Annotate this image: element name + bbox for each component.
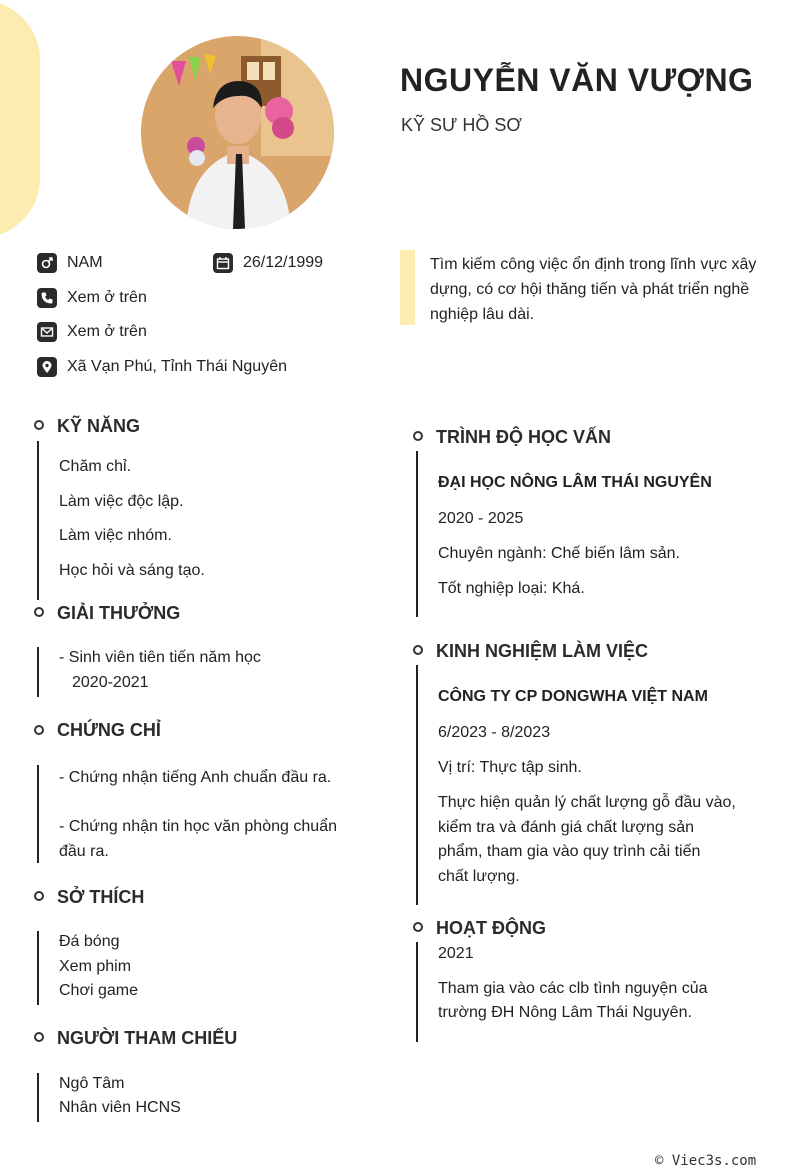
gender-value: NAM: [67, 254, 103, 271]
education-period: 2020 - 2025: [438, 510, 524, 527]
experience-description-line: kiểm tra và đánh giá chất lượng sản: [438, 819, 695, 836]
activities-heading: HOẠT ĐỘNG: [436, 918, 546, 938]
section-line: [37, 441, 39, 600]
hobby-item: Chơi game: [59, 982, 138, 999]
objective-line: Tìm kiếm công việc ổn định trong lĩnh vực xây: [430, 256, 757, 273]
section-bullet: [34, 1032, 44, 1042]
section-line: [416, 665, 418, 905]
experience-description-line: chất lượng.: [438, 868, 520, 885]
section-line: [37, 931, 39, 1005]
experience-description-line: Thực hiện quản lý chất lượng gỗ đầu vào,: [438, 794, 736, 811]
decorative-yellow-arc: [0, 0, 40, 238]
phone-icon: [37, 288, 57, 308]
gender-row: [37, 253, 103, 273]
section-line: [416, 451, 418, 617]
section-line: [37, 1073, 39, 1122]
phone-value: Xem ở trên: [67, 289, 147, 306]
birthday-value: 26/12/1999: [243, 254, 324, 271]
education-major: Chuyên ngành: Chế biến lâm sản.: [438, 545, 680, 562]
references-heading: NGƯỜI THAM CHIẾU: [57, 1028, 238, 1048]
section-bullet: [34, 725, 44, 735]
section-bullet: [34, 420, 44, 430]
award-line: - Sinh viên tiên tiến năm học: [59, 649, 261, 666]
reference-name: Ngô Tâm: [59, 1075, 125, 1092]
objective-line: nghiệp lâu dài.: [430, 306, 535, 323]
skill-item: Học hỏi và sáng tạo.: [59, 562, 205, 579]
hobby-item: Xem phim: [59, 958, 132, 975]
section-bullet: [413, 645, 423, 655]
activity-year: 2021: [438, 945, 474, 962]
phone-row: [37, 288, 147, 308]
objective-line: dựng, có cơ hội thăng tiến và phát triển nghề: [430, 281, 750, 298]
section-line: [37, 765, 39, 863]
education-grade: Tốt nghiệp loại: Khá.: [438, 580, 585, 597]
email-icon: [37, 322, 57, 342]
section-bullet: [34, 891, 44, 901]
certificate-item: - Chứng nhận tiếng Anh chuẩn đầu ra.: [59, 769, 332, 786]
watermark: © Viec3s.com: [655, 1153, 757, 1169]
candidate-title: KỸ SƯ HỒ SƠ: [401, 115, 522, 135]
skills-heading: KỸ NĂNG: [57, 416, 141, 436]
company-name: CÔNG TY CP DONGWHA VIỆT NAM: [438, 688, 708, 705]
section-bullet: [413, 922, 423, 932]
experience-position: Vị trí: Thực tập sinh.: [438, 759, 582, 776]
skill-item: Làm việc nhóm.: [59, 527, 172, 544]
hobbies-heading: SỞ THÍCH: [57, 887, 145, 907]
birthday-row: [213, 253, 323, 273]
section-bullet: [413, 431, 423, 441]
activity-description-line: trường ĐH Nông Lâm Thái Nguyên.: [438, 1004, 692, 1021]
career-objective: [430, 252, 785, 327]
profile-photo: [141, 36, 334, 229]
certificates-heading: CHỨNG CHỈ: [57, 720, 161, 740]
address-row: [37, 357, 287, 377]
experience-heading: KINH NGHIỆM LÀM VIỆC: [436, 641, 649, 661]
section-bullet: [34, 607, 44, 617]
gender-icon: [37, 253, 57, 273]
education-heading: TRÌNH ĐỘ HỌC VẤN: [436, 427, 611, 447]
email-value: Xem ở trên: [67, 323, 147, 340]
awards-heading: GIẢI THƯỞNG: [57, 603, 181, 623]
school-name: ĐẠI HỌC NÔNG LÂM THÁI NGUYÊN: [438, 474, 712, 491]
hobby-item: Đá bóng: [59, 933, 120, 950]
experience-period: 6/2023 - 8/2023: [438, 724, 551, 741]
section-line: [416, 942, 418, 1042]
reference-role: Nhân viên HCNS: [59, 1099, 181, 1116]
section-line: [37, 647, 39, 697]
email-row: [37, 322, 147, 342]
calendar-icon: [213, 253, 233, 273]
activity-description-line: Tham gia vào các clb tình nguyện của: [438, 980, 708, 997]
skill-item: Làm việc độc lập.: [59, 493, 184, 510]
objective-accent-bar: [400, 250, 415, 325]
location-pin-icon: [37, 357, 57, 377]
award-line: 2020-2021: [72, 674, 149, 691]
certificate-item: - Chứng nhận tin học văn phòng chuẩn đầu ra.: [59, 818, 337, 860]
skill-item: Chăm chỉ.: [59, 458, 132, 475]
experience-description-line: phẩm, tham gia vào quy trình cải tiến: [438, 843, 701, 860]
candidate-name: NGUYỄN VĂN VƯỢNG: [400, 62, 754, 98]
address-value: Xã Vạn Phú, Tỉnh Thái Nguyên: [67, 358, 287, 375]
